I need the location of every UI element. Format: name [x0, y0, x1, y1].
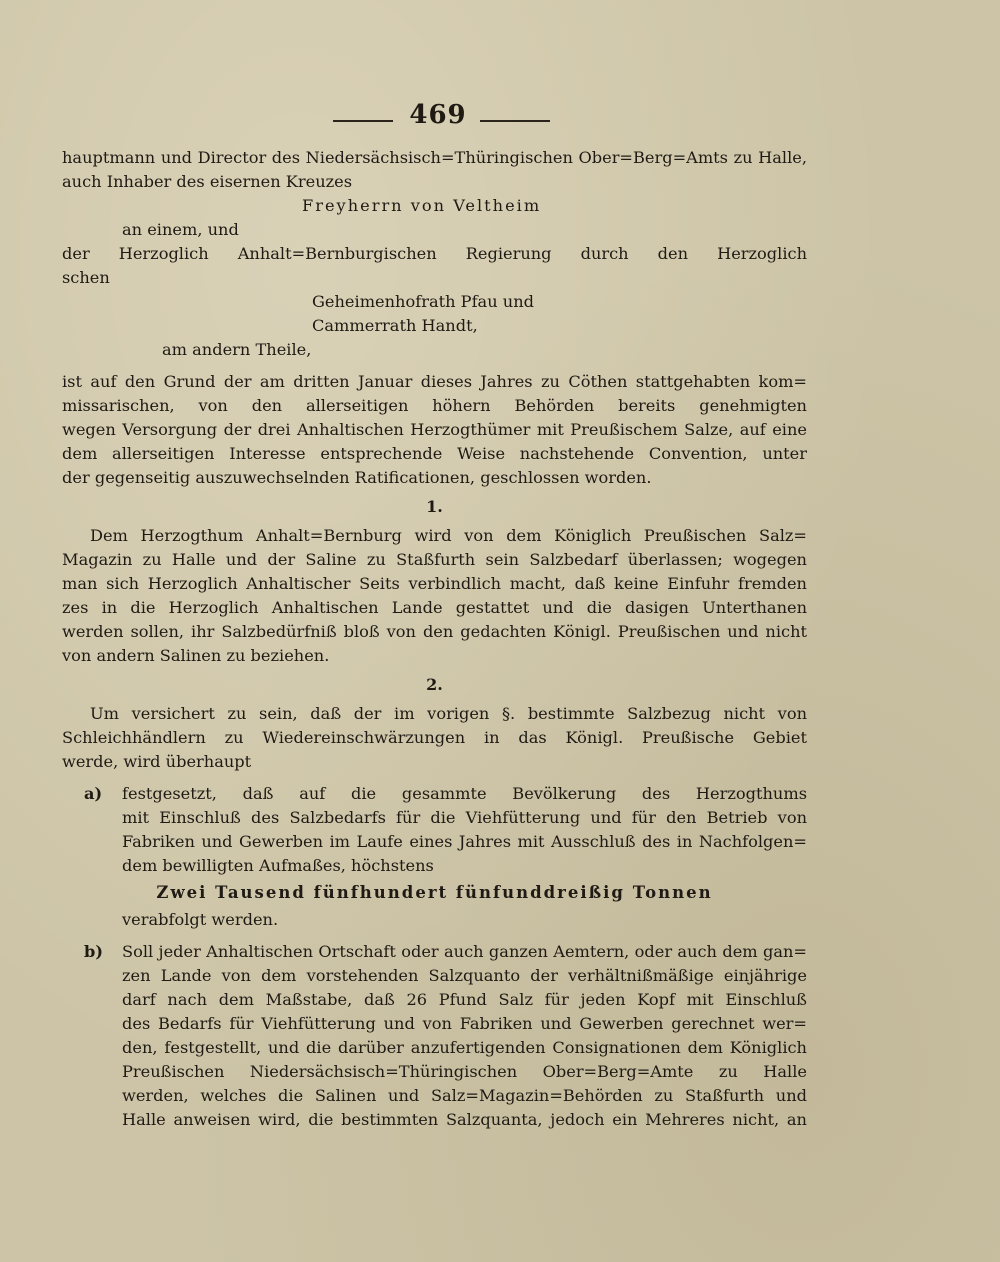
intro-line: schen: [62, 268, 110, 287]
list-item-a-continuation: [62, 908, 807, 932]
party-name: Freyherrn von Veltheim: [302, 196, 542, 215]
page-number: 469: [409, 100, 467, 130]
text-line: Halle anweisen wird, die bestimmten Salzquanta, jedoch ein Mehreres nicht, an: [122, 1110, 807, 1129]
text-line: der gegenseitig auszuwechselnden Ratificationen, geschlossen worden.: [62, 468, 652, 487]
text-line: verabfolgt werden.: [122, 910, 279, 929]
text-line: den, festgestellt, und die darüber anzufertigenden Consignationen dem Königlich: [122, 1038, 807, 1057]
text-line: Dem Herzogthum Anhalt=Bernburg wird von dem Königlich Preußischen Salz=: [90, 526, 807, 545]
text-line: man sich Herzoglich Anhaltischer Seits verbindlich macht, daß keine Einfuhr fremden: [62, 574, 807, 593]
amount-line: Zwei Tausend fünfhundert fünfunddreißig Tonnen: [156, 883, 713, 902]
text-line: Magazin zu Halle und der Saline zu Staßfurth sein Salzbedarf überlassen; wogegen: [62, 550, 807, 569]
text-line: dem allerseitigen Interesse entsprechende Weise nachstehende Convention, unter: [62, 444, 807, 463]
preamble-paragraph: [62, 370, 807, 490]
text-line: dem bewilligten Aufmaßes, höchstens: [122, 856, 434, 875]
text-line: werde, wird überhaupt: [62, 752, 252, 771]
text-line: festgesetzt, daß auf die gesammte Bevölkerung des Herzogthums: [122, 784, 807, 803]
list-item-b: [62, 940, 807, 1132]
text-line: Um versichert zu sein, daß der im vorigen §. bestimmte Salzbezug nicht von: [90, 704, 807, 723]
section-2-paragraph: [62, 702, 807, 774]
page-header: [0, 100, 1000, 136]
text-line: darf nach dem Maßstabe, daß 26 Pfund Salz für jeden Kopf mit Einschluß: [122, 990, 807, 1009]
section-number: 2.: [426, 675, 443, 694]
intro-line: am andern Theile,: [162, 340, 312, 359]
text-line: des Bedarfs für Viehfütterung und von Fabriken und Gewerben gerechnet wer=: [122, 1014, 807, 1033]
text-line: Schleichhändlern zu Wiedereinschwärzungen in das Königl. Preußische Gebiet: [62, 728, 807, 747]
text-line: von andern Salinen zu beziehen.: [62, 646, 330, 665]
text-line: werden sollen, ihr Salzbedürfniß bloß von den gedachten Königl. Preußischen und nicht: [62, 622, 807, 641]
text-line: werden, welches die Salinen und Salz=Magazin=Behörden zu Staßfurth und: [122, 1086, 807, 1105]
party-name: Cammerrath Handt,: [312, 316, 478, 335]
text-line: mit Einschluß des Salzbedarfs für die Viehfütterung und für den Betrieb von: [122, 808, 807, 827]
text-line: Preußischen Niedersächsisch=Thüringischen Ober=Berg=Amte zu Halle: [122, 1062, 807, 1081]
intro-line: auch Inhaber des eisernen Kreuzes: [62, 172, 353, 191]
section-1-paragraph: [62, 524, 807, 668]
list-marker: a): [84, 784, 103, 803]
header-rule-right: [480, 120, 550, 122]
document-body: [62, 146, 807, 1132]
text-line: wegen Versorgung der drei Anhaltischen Herzogthümer mit Preußischem Salze, auf eine: [62, 420, 807, 439]
intro-line: an einem, und: [122, 220, 239, 239]
text-line: zen Lande von dem vorstehenden Salzquanto der verhältnißmäßige einjährige: [122, 966, 807, 985]
text-line: Fabriken und Gewerben im Laufe eines Jahres mit Ausschluß des in Nachfolgen=: [122, 832, 807, 851]
text-line: missarischen, von den allerseitigen höhern Behörden bereits genehmigten: [62, 396, 807, 415]
text-line: Soll jeder Anhaltischen Ortschaft oder auch ganzen Aemtern, oder auch dem gan=: [122, 942, 807, 961]
party-name: Geheimenhofrath Pfau und: [312, 292, 534, 311]
intro-line: der Herzoglich Anhalt=Bernburgischen Regierung durch den Herzoglich: [62, 244, 807, 263]
section-number: 1.: [426, 497, 443, 516]
list-marker: b): [84, 942, 103, 961]
header-rule-left: [333, 120, 393, 122]
intro-line: hauptmann und Director des Niedersächsisch=Thüringischen Ober=Berg=Amts zu Halle,: [62, 148, 807, 167]
list-item-a: [62, 782, 807, 878]
text-line: ist auf den Grund der am dritten Januar dieses Jahres zu Cöthen stattgehabten kom=: [62, 372, 807, 391]
text-line: zes in die Herzoglich Anhaltischen Lande gestattet und die dasigen Unterthanen: [62, 598, 807, 617]
